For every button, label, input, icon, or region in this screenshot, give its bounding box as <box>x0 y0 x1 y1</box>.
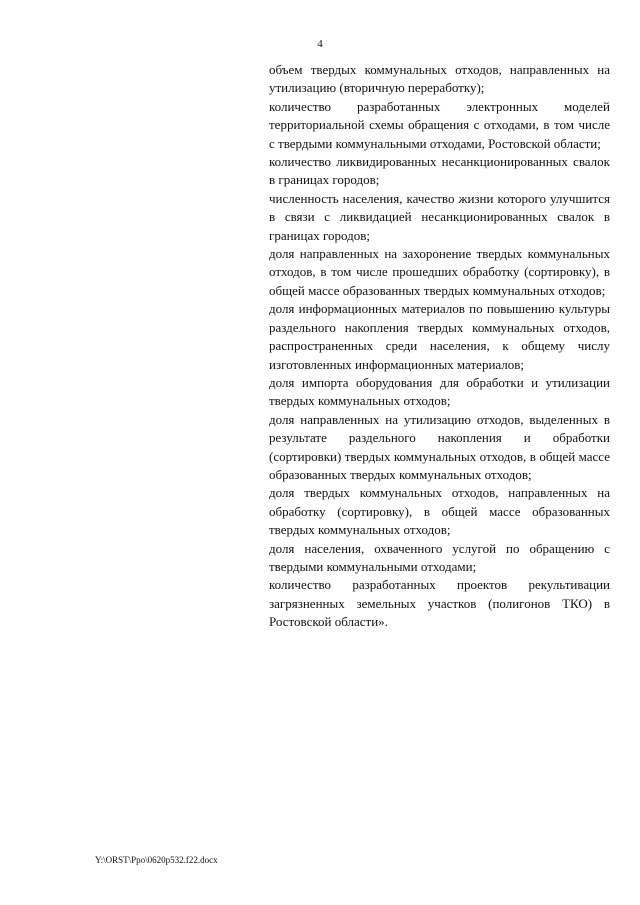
list-item: численность населения, качество жизни которого улучшится в связи с ликвидацией несанкционированных свалок в границах городов; <box>269 190 610 243</box>
list-item: количество разработанных электронных моделей территориальной схемы обращения с отходами, в том числе с твердыми коммунальными отходами, Ростовской области; <box>269 98 610 151</box>
footer-file-path: Y:\ORST\Ppo\0620p532.f22.docx <box>95 855 218 865</box>
indicator-list <box>269 61 610 632</box>
list-item: доля направленных на захоронение твердых коммунальных отходов, в том числе прошедших обработку (сортировку), в общей массе образованных твердых коммунальных отходов; <box>269 246 610 298</box>
list-item: объем твердых коммунальных отходов, направленных на утилизацию (вторичную переработку); <box>269 62 610 96</box>
page-number: 4 <box>317 38 323 50</box>
list-item: доля твердых коммунальных отходов, направленных на обработку (сортировку), в общей массе образованных твердых коммунальных отходов; <box>269 485 610 538</box>
list-item: доля информационных материалов по повышению культуры раздельного накопления твердых коммунальных отходов, распространенных среди населения, к общему числу изготовленных информационных материалов; <box>269 301 610 372</box>
list-item: количество ликвидированных несанкционированных свалок в границах городов; <box>269 154 610 188</box>
list-item: доля населения, охваченного услугой по обращению с твердыми коммунальными отходами; <box>269 540 610 574</box>
list-item: количество разработанных проектов рекультивации загрязненных земельных участков (полигонов ТКО) в Ростовской области». <box>269 577 610 630</box>
list-item: доля направленных на утилизацию отходов, выделенных в результате раздельного накопления и обработки (сортировки) твердых коммунальных отходов, в общей массе образованных твердых коммунальных отходов; <box>269 411 610 482</box>
list-item: доля импорта оборудования для обработки и утилизации твердых коммунальных отходов; <box>269 374 610 409</box>
